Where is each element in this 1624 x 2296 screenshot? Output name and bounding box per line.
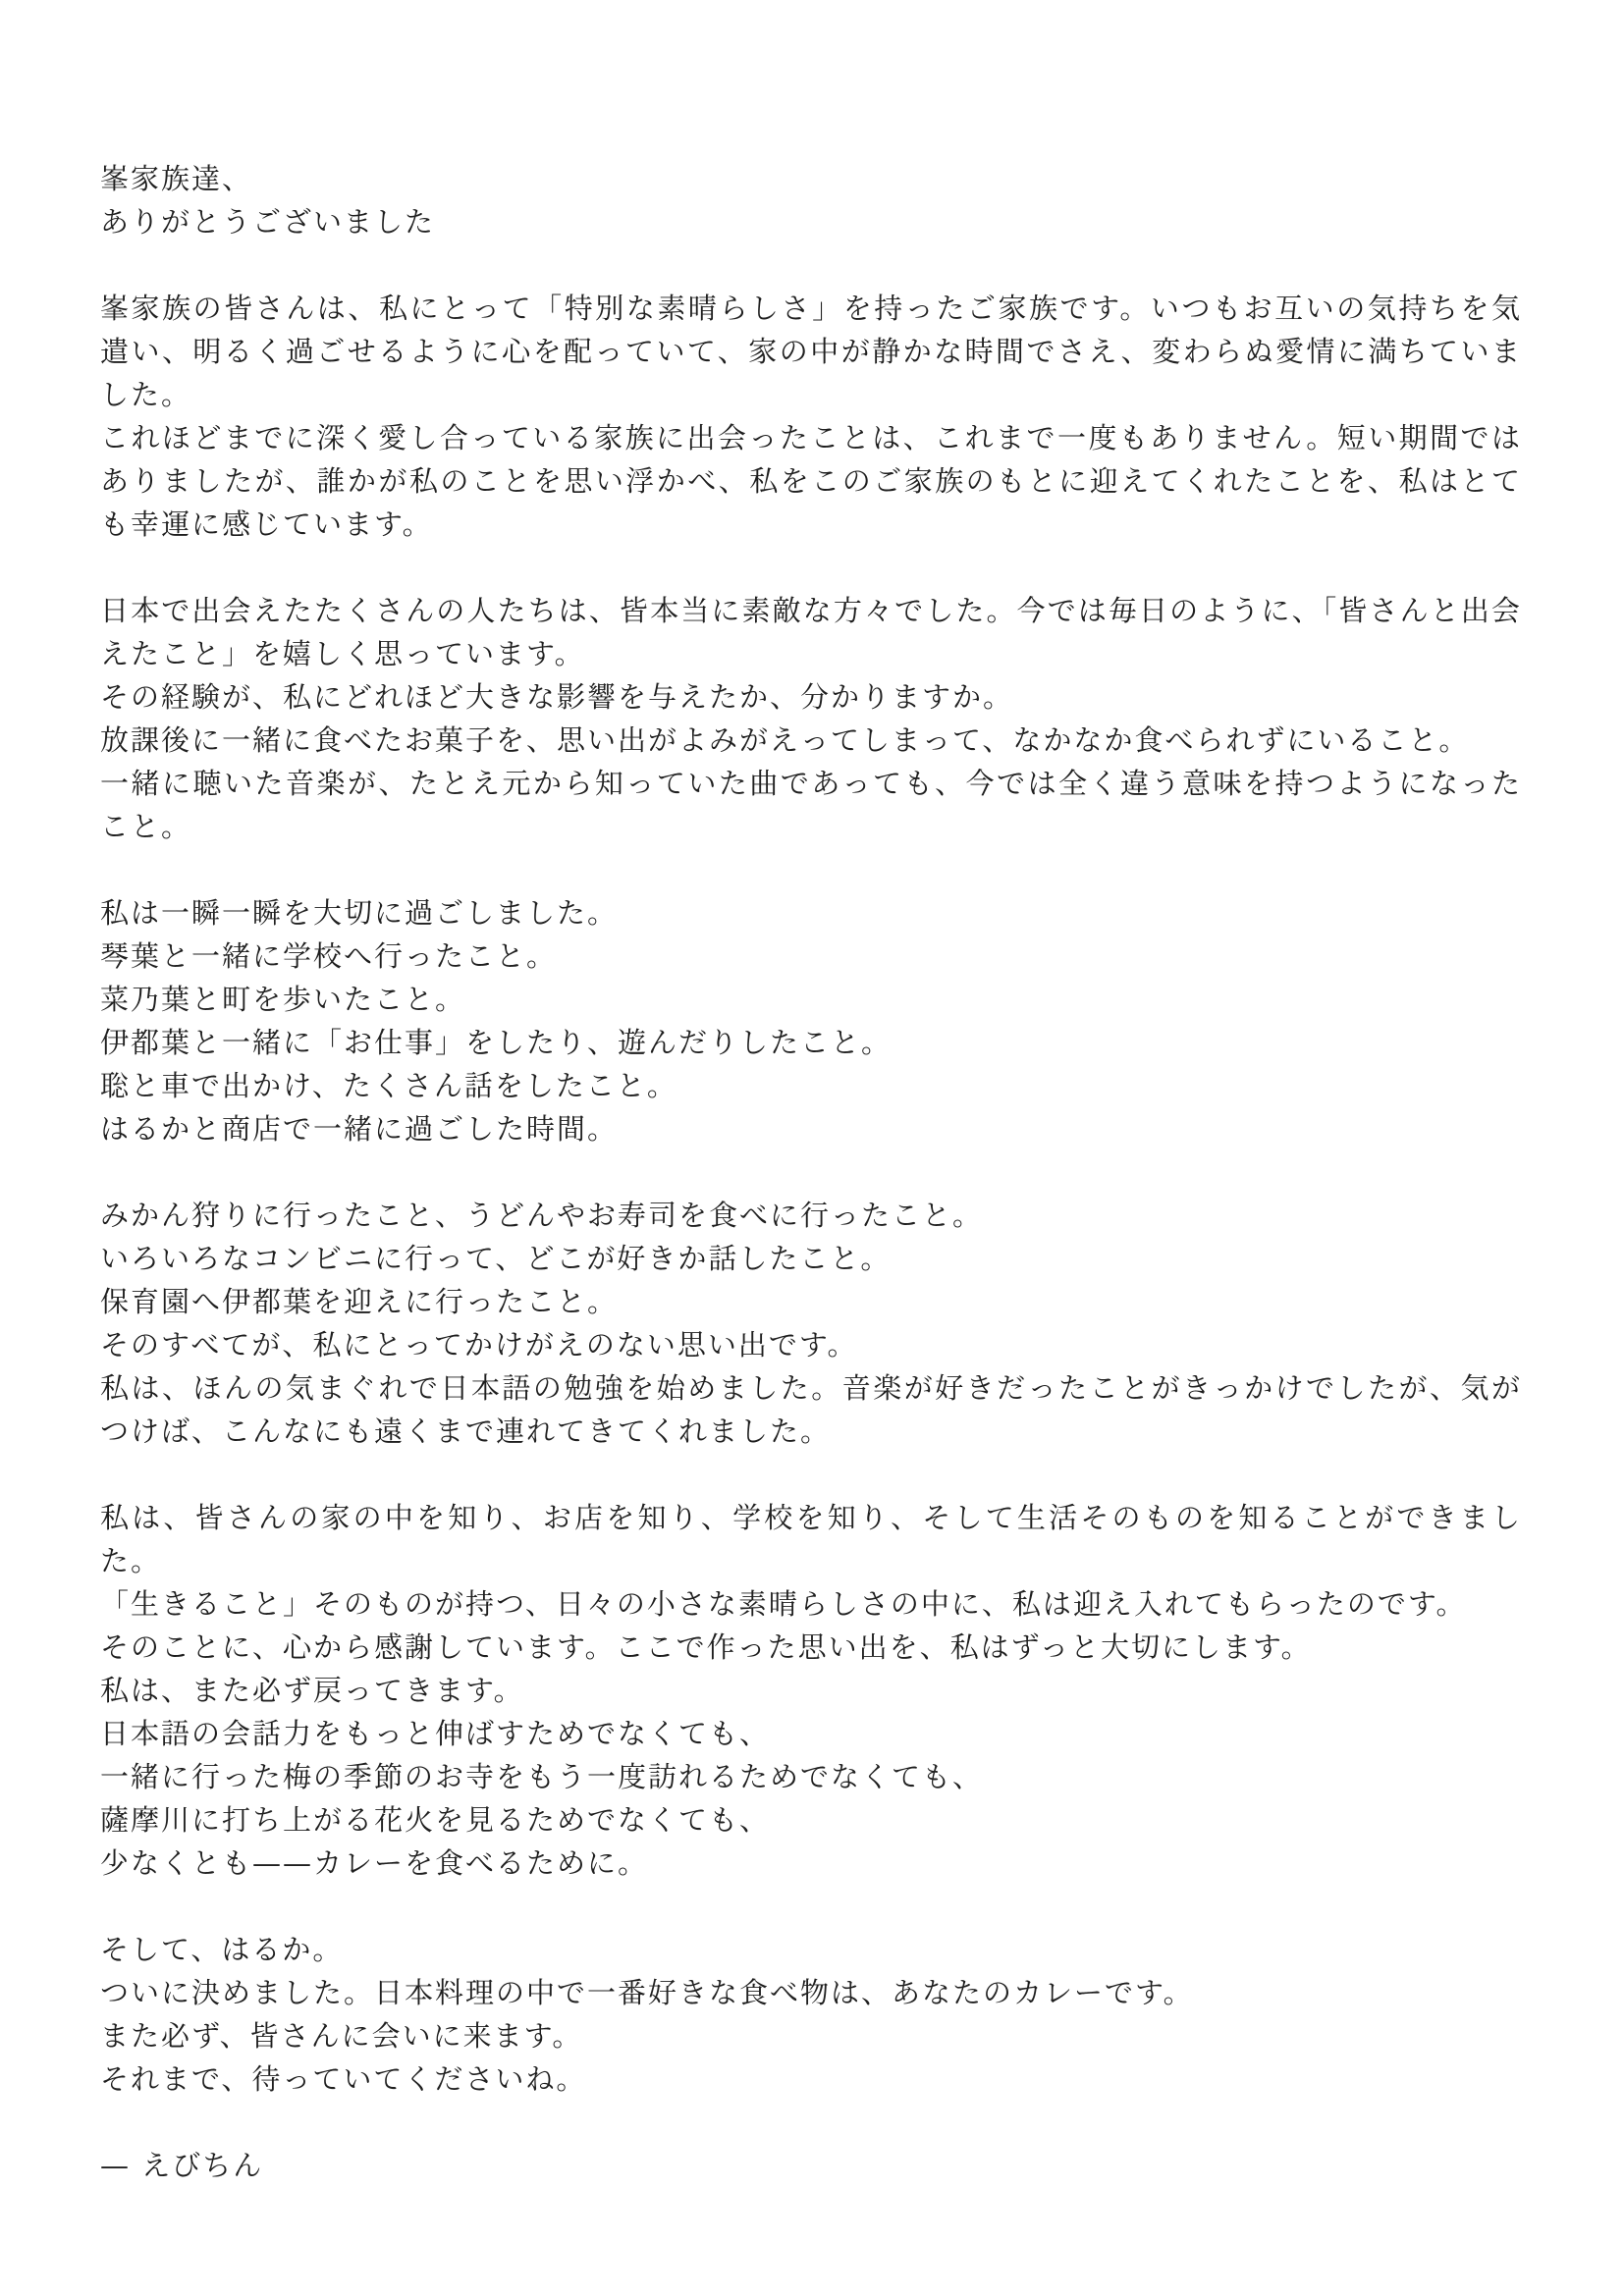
letter-line: 聡と車で出かけ、たくさん話をしたこと。 [100, 1069, 677, 1102]
letter-paragraph [100, 157, 1522, 243]
letter-line: みかん狩りに行ったこと、うどんやお寿司を食べに行ったこと。 [100, 1199, 984, 1232]
letter-line: 伊都葉と一緒に「お仕事」をしたり、遊んだりしたこと。 [100, 1026, 893, 1059]
letter-line: はるかと商店で一緒に過ごした時間。 [100, 1112, 619, 1146]
letter-paragraph [100, 287, 1522, 546]
letter-line: 日本語の会話力をもっと伸ばすためでなくても、 [100, 1717, 771, 1750]
letter-line: 私は、皆さんの家の中を知り、お店を知り、学校を知り、そして生活そのものを知ることができました。 [100, 1501, 1522, 1577]
letter-line: 放課後に一緒に食べたお菓子を、思い出がよみがえってしまって、なかなか食べられずにいること。 [100, 723, 1470, 757]
letter-line: また必ず、皆さんに会いに来ます。 [100, 2019, 583, 2053]
letter-line: そして、はるか。 [100, 1933, 344, 1966]
letter-line: 峯家族達、 [100, 162, 253, 195]
letter-line: いろいろなコンビニに行って、どこが好きか話したこと。 [100, 1242, 892, 1275]
letter-line: その経験が、私にどれほど大きな影響を与えたか、分かりますか。 [100, 680, 1014, 714]
letter-line: 私は、また必ず戻ってきます。 [100, 1674, 524, 1707]
letter-line: 保育園へ伊都葉を迎えに行ったこと。 [100, 1285, 619, 1318]
letter-line: 一緒に聴いた音楽が、たとえ元から知っていた曲であっても、今では全く違う意味を持つようになったこと。 [100, 767, 1522, 843]
letter-paragraph [100, 1194, 1522, 1453]
letter-line: これほどまでに深く愛し合っている家族に出会ったことは、これまで一度もありません。短い期間ではありましたが、誰かが私のことを思い浮かべ、私をこのご家族のもとに迎えてくれたことを、私はとても幸運に感じています。 [100, 421, 1522, 541]
letter-line: 峯家族の皆さんは、私にとって「特別な素晴らしさ」を持ったご家族です。いつもお互いの気持ちを気遣い、明るく過ごせるように心を配っていて、家の中が静かな時間でさえ、変わらぬ愛情に満ちていました。 [100, 292, 1522, 411]
letter-line: ありがとうございました [100, 205, 436, 239]
letter-line: それまで、待っていてくださいね。 [100, 2062, 587, 2096]
letter-line: 一緒に行った梅の季節のお寺をもう一度訪れるためでなくても、 [100, 1760, 984, 1793]
letter-paragraph [100, 891, 1522, 1150]
letter-paragraph [100, 1496, 1522, 1885]
letter-paragraph [100, 589, 1522, 848]
letter-line: 日本で出会えたたくさんの人たちは、皆本当に素敵な方々でした。今では毎日のように、「皆さんと出会えたこと」を嬉しく思っています。 [100, 594, 1522, 670]
letter-paragraph [100, 1928, 1522, 2101]
letter-line: 琴葉と一緒に学校へ行ったこと。 [100, 939, 558, 973]
signature: — えびちん [100, 2149, 264, 2182]
letter-line: そのことに、心から感謝しています。ここで作った思い出を、私はずっと大切にします。 [100, 1630, 1312, 1664]
letter-line: 薩摩川に打ち上がる花火を見るためでなくても、 [100, 1803, 771, 1837]
letter-line: ついに決めました。日本料理の中で一番好きな食べ物は、あなたのカレーです。 [100, 1976, 1194, 2009]
letter-body [100, 157, 1522, 2101]
letter-line: 「生きること」そのものが持つ、日々の小さな素晴らしさの中に、私は迎え入れてもらったのです。 [100, 1587, 1467, 1621]
letter-line: そのすべてが、私にとってかけがえのない思い出です。 [100, 1328, 858, 1362]
letter-line: 私は一瞬一瞬を大切に過ごしました。 [100, 896, 619, 930]
letter-line: 私は、ほんの気まぐれで日本語の勉強を始めました。音楽が好きだったことがきっかけでしたが、気がつけば、こんなにも遠くまで連れてきてくれました。 [100, 1371, 1522, 1448]
letter-line: 菜乃葉と町を歩いたこと。 [100, 983, 466, 1016]
letter-line: 少なくとも——カレーを食べるために。 [100, 1846, 649, 1880]
